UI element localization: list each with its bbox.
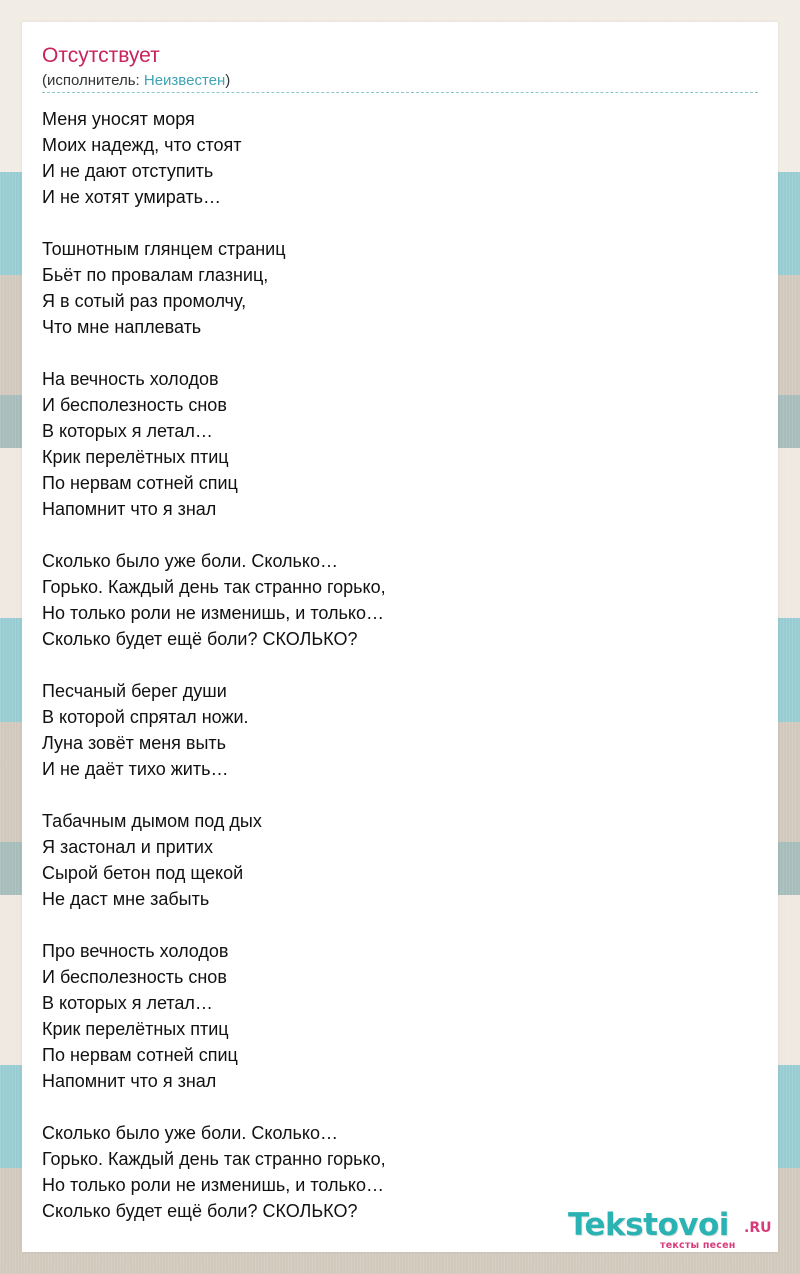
song-title: Отсутствует [42,44,160,67]
lyrics-line: Бьёт по провалам глазниц, [42,265,269,285]
lyrics-line: В которых я летал… [42,993,213,1013]
lyrics-line: Табачным дымом под дых [42,811,262,831]
lyrics-line: И не даёт тихо жить… [42,759,229,779]
lyrics-line: Что мне наплевать [42,317,202,337]
performer-line [42,72,230,90]
lyrics-line: Напомнит что я знал [42,1071,217,1091]
lyrics-line: Не даст мне забыть [42,889,210,909]
performer-suffix: ) [225,72,231,89]
lyrics-stanza [42,236,758,340]
lyrics-line: Сырой бетон под щекой [42,863,244,883]
lyrics-stanza [42,938,758,1094]
lyrics-line: На вечность холодов [42,369,219,389]
lyrics-line: И бесполезность снов [42,967,227,987]
lyrics-line: Я в сотый раз промолчу, [42,291,247,311]
lyrics-line: Про вечность холодов [42,941,229,961]
lyrics-line: И не хотят умирать… [42,187,222,207]
lyrics-stanza [42,548,758,652]
lyrics-line: Луна зовёт меня выть [42,733,227,753]
lyrics-line: Но только роли не изменишь, и только… [42,1175,384,1195]
lyrics-stanza [42,678,758,782]
lyrics-line: Сколько будет ещё боли? СКОЛЬКО? [42,629,358,649]
lyrics-line: Я застонал и притих [42,837,213,857]
lyrics-line: Напомнит что я знал [42,499,217,519]
lyrics-line: Песчаный берег души [42,681,227,701]
lyrics-line: И не дают отступить [42,161,214,181]
lyrics-line: По нервам сотней спиц [42,1045,238,1065]
logo-tld: .RU [744,1220,772,1236]
lyrics-line: Тошнотным глянцем страниц [42,239,286,259]
lyrics-line: По нервам сотней спиц [42,473,238,493]
lyrics-line: Моих надежд, что стоят [42,135,242,155]
lyrics-line: Меня уносят моря [42,109,195,129]
performer-link[interactable]: Неизвестен [143,72,226,89]
lyrics-line: Но только роли не изменишь, и только… [42,603,384,623]
logo-tagline: тексты песен [660,1240,736,1251]
site-logo[interactable] [568,1207,778,1252]
logo-wordmark: Tekstovoi [568,1207,729,1243]
lyrics-line: Сколько было уже боли. Сколько… [42,1123,339,1143]
lyrics-body [42,106,758,1250]
lyrics-line: В которых я летал… [42,421,213,441]
lyrics-card [22,22,778,1252]
lyrics-line: Сколько было уже боли. Сколько… [42,551,339,571]
performer-prefix: (исполнитель: [42,72,144,89]
lyrics-line: Горько. Каждый день так странно горько, [42,1149,386,1169]
lyrics-stanza [42,366,758,522]
lyrics-line: Горько. Каждый день так странно горько, [42,577,386,597]
lyrics-line: Крик перелётных птиц [42,447,229,467]
lyrics-stanza [42,808,758,912]
lyrics-line: И бесполезность снов [42,395,227,415]
lyrics-line: Сколько будет ещё боли? СКОЛЬКО? [42,1201,358,1221]
title-divider [42,92,758,93]
lyrics-stanza [42,106,758,210]
lyrics-line: Крик перелётных птиц [42,1019,229,1039]
lyrics-line: В которой спрятал ножи. [42,707,249,727]
